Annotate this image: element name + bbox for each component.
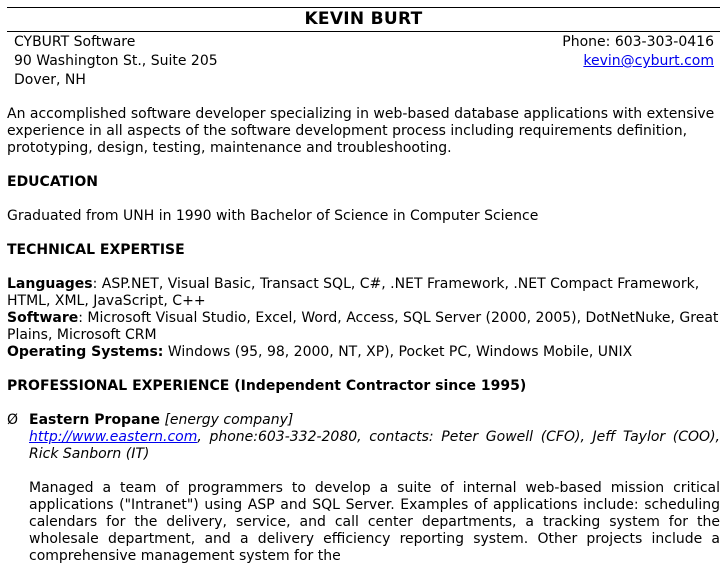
- languages-text: : ASP.NET, Visual Basic, Transact SQL, C#, .NET Framework, .NET Compact Framework, HTML, XML, JavaScript, C++: [7, 276, 700, 309]
- contact-address: [14, 33, 218, 90]
- job-title-line: [29, 412, 720, 429]
- technical-heading: TECHNICAL EXPERTISE: [7, 242, 185, 258]
- summary-paragraph: An accomplished software developer specializing in web-based database applications with extensive experience in all aspects of the software development process including requirements definition, prototyping, design, testing, maintenance and troubleshooting.: [7, 106, 715, 156]
- contact-block: [7, 32, 720, 90]
- resume-page: [7, 7, 720, 565]
- os-label: Operating Systems:: [7, 344, 164, 360]
- languages-label: Languages: [7, 276, 93, 292]
- job-meta-line: [29, 429, 720, 463]
- phone-number: Phone: 603-303-0416: [562, 34, 714, 50]
- software-label: Software: [7, 310, 79, 326]
- experience-heading: PROFESSIONAL EXPERIENCE (Independent Contractor since 1995): [7, 378, 527, 394]
- software-text: : Microsoft Visual Studio, Excel, Word, Access, SQL Server (2000, 2005), DotNetNuke, Great Plains, Microsoft CRM: [7, 310, 719, 343]
- job-company: Eastern Propane: [29, 412, 160, 428]
- email-link[interactable]: kevin@cyburt.com: [583, 53, 714, 69]
- contact-details: [562, 33, 714, 90]
- os-line: [7, 344, 720, 361]
- job-url-link[interactable]: http://www.eastern.com: [29, 429, 198, 445]
- job-contacts: , phone:603-332-2080, contacts: Peter Gowell (CFO), Jeff Taylor (COO), Rick Sanborn (IT): [29, 429, 720, 462]
- job-content: [29, 412, 720, 565]
- street-address: 90 Washington St., Suite 205: [14, 53, 218, 69]
- education-heading: EDUCATION: [7, 174, 98, 190]
- software-line: [7, 310, 720, 344]
- bullet-arrow-icon: Ø: [7, 412, 19, 428]
- job-entry: [7, 412, 720, 565]
- job-description: Managed a team of programmers to develop a suite of internal web-based mission critical applications ("Intranet") using ASP and SQL Server. Examples of applications include: scheduling calendars for the delivery, service, and call center departments, a tracking system for the wholesale department, and a delivery efficiency reporting system. Other projects include a comprehensive management system for the: [29, 480, 720, 564]
- languages-line: [7, 276, 720, 310]
- resume-name: KEVIN BURT: [7, 7, 720, 32]
- os-text: Windows (95, 98, 2000, NT, XP), Pocket PC, Windows Mobile, UNIX: [163, 344, 633, 360]
- job-type: [energy company]: [164, 412, 294, 428]
- city-state: Dover, NH: [14, 72, 86, 88]
- company-name: CYBURT Software: [14, 34, 136, 50]
- technical-block: [7, 276, 720, 361]
- education-text: Graduated from UNH in 1990 with Bachelor of Science in Computer Science: [7, 208, 539, 224]
